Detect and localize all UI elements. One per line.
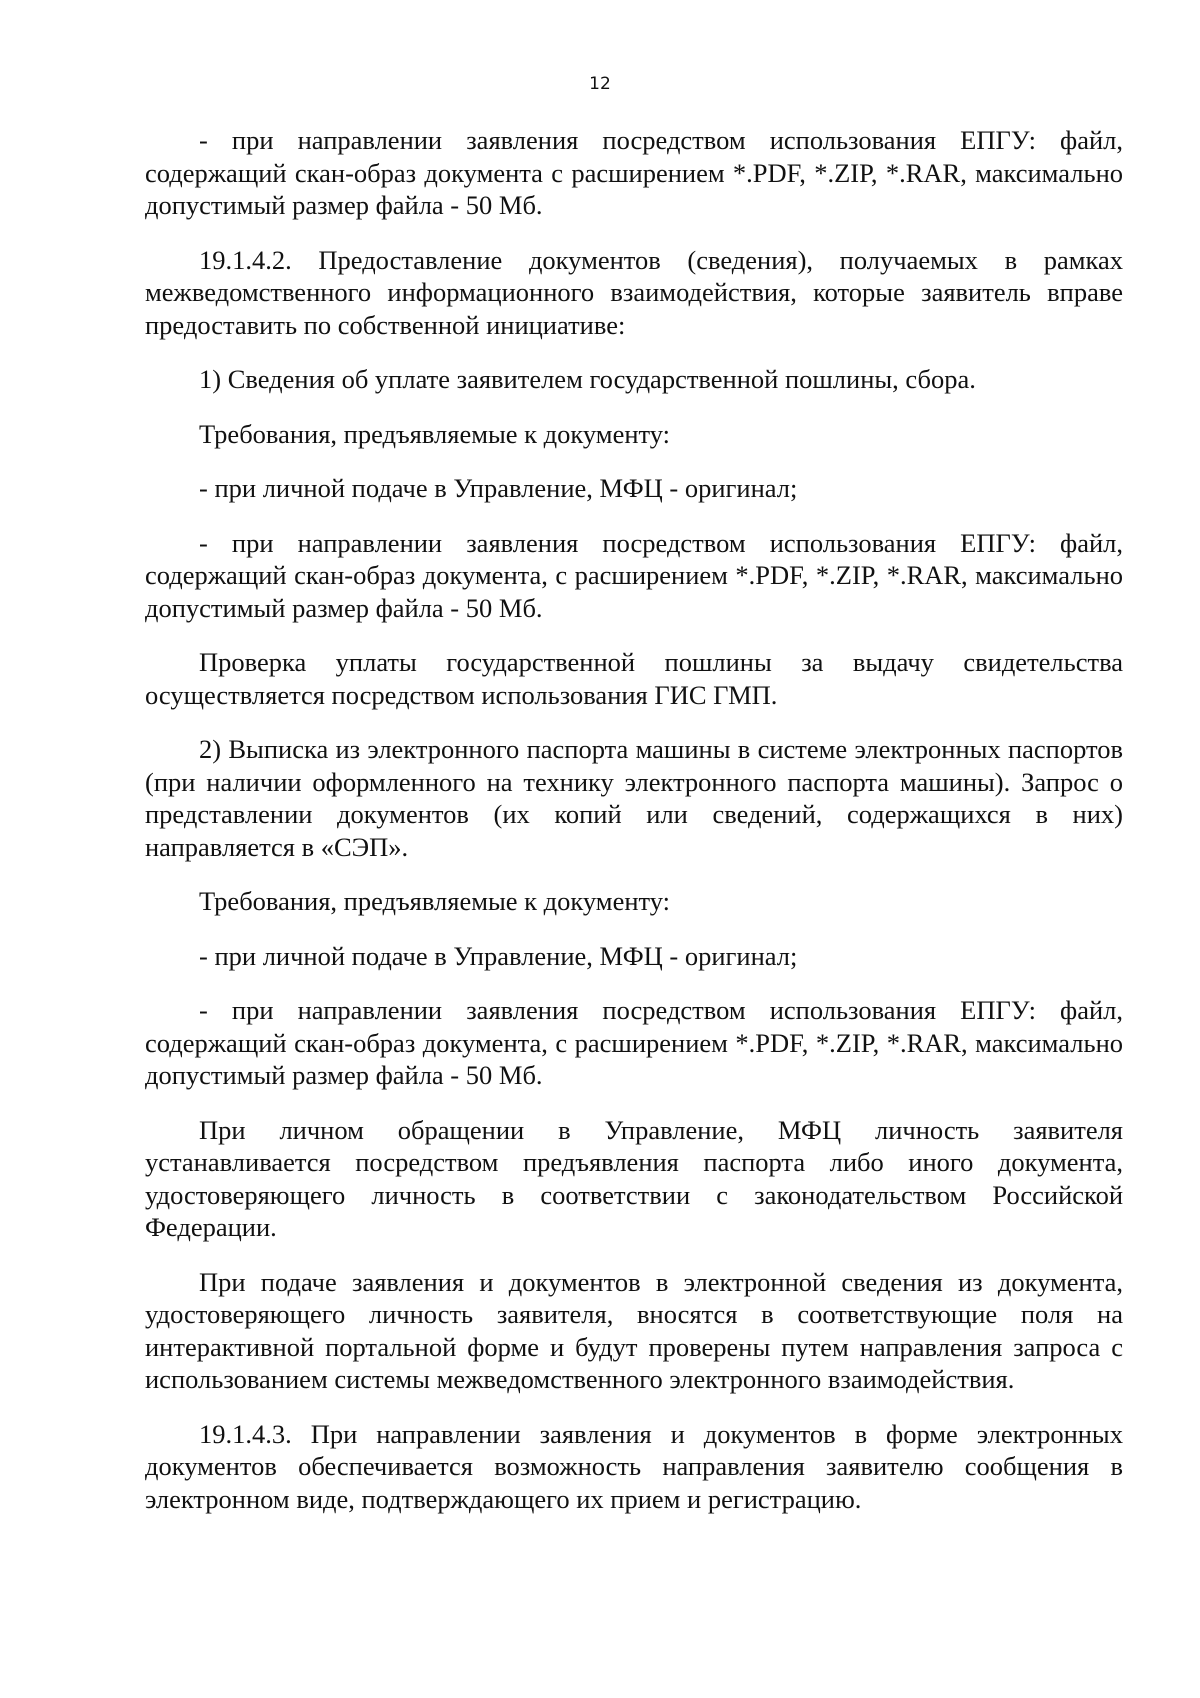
paragraph-document-requirements-2: Требования, предъявляемые к документу:: [199, 886, 671, 916]
paragraph-document-requirements-1: Требования, предъявляемые к документу:: [199, 418, 671, 449]
paragraph-epgu-file-requirements-1: - при направлении заявления посредством использования ЕПГУ: файл, содержащий скан-образ документа с расширением *.PDF, *.ZIP, *.RAR, максимально допустимый размер файла - 50 Мб.: [145, 125, 1123, 220]
paragraph-epgu-file-requirements-3: - при направлении заявления посредством использования ЕПГУ: файл, содержащий скан-образ документа, с расширением *.PDF, *.ZIP, *.RAR, максимально допустимый размер файла - 50 Мб.: [145, 995, 1123, 1090]
paragraph-epgu-file-requirements-2: - при направлении заявления посредством использования ЕПГУ: файл, содержащий скан-образ документа, с расширением *.PDF, *.ZIP, *.RAR, максимально допустимый размер файла - 50 Мб.: [145, 527, 1123, 623]
document-body: [145, 124, 1123, 1537]
paragraph-personal-submission-2: - при личной подаче в Управление, МФЦ - оригинал;: [199, 940, 798, 971]
paragraph-personal-submission-1: - при личной подаче в Управление, МФЦ - оригинал;: [199, 473, 798, 503]
paragraph-fee-verification: Проверка уплаты государственной пошлины за выдачу свидетельства осуществляется посредством использования ГИС ГМП.: [145, 647, 1123, 710]
paragraph-identity-electronic: При подаче заявления и документов в электронной сведения из документа, удостоверяющего личность заявителя, вносятся в соответствующие поля на интерактивной портальной форме и будут проверены путем направления запроса с использованием системы межведомственного электронного взаимодействия.: [145, 1266, 1123, 1394]
paragraph-section-19-1-4-3: 19.1.4.3. При направлении заявления и документов в форме электронных документов обеспечивается возможность направления заявителю сообщения в электронном виде, подтверждающего их прием и регистрацию.: [145, 1418, 1123, 1514]
paragraph-identity-in-person: При личном обращении в Управление, МФЦ личность заявителя устанавливается посредством предъявления паспорта либо иного документа, удостоверяющего личность в соответствии с законодательством Российской Федерации.: [145, 1114, 1123, 1242]
page-number: 12: [589, 74, 611, 94]
paragraph-section-19-1-4-2: 19.1.4.2. Предоставление документов (сведения), получаемых в рамках межведомственного информационного взаимодействия, которые заявитель вправе предоставить по собственной инициативе:: [145, 244, 1123, 340]
paragraph-item-2-electronic-passport: 2) Выписка из электронного паспорта машины в системе электронных паспортов (при наличии оформленного на технику электронного паспорта машины). Запрос о представлении документов (их копий или сведений, содержащихся в них) направляется в «СЭП».: [145, 734, 1123, 862]
paragraph-item-1-state-fee: 1) Сведения об уплате заявителем государственной пошлины, сбора.: [199, 364, 976, 394]
